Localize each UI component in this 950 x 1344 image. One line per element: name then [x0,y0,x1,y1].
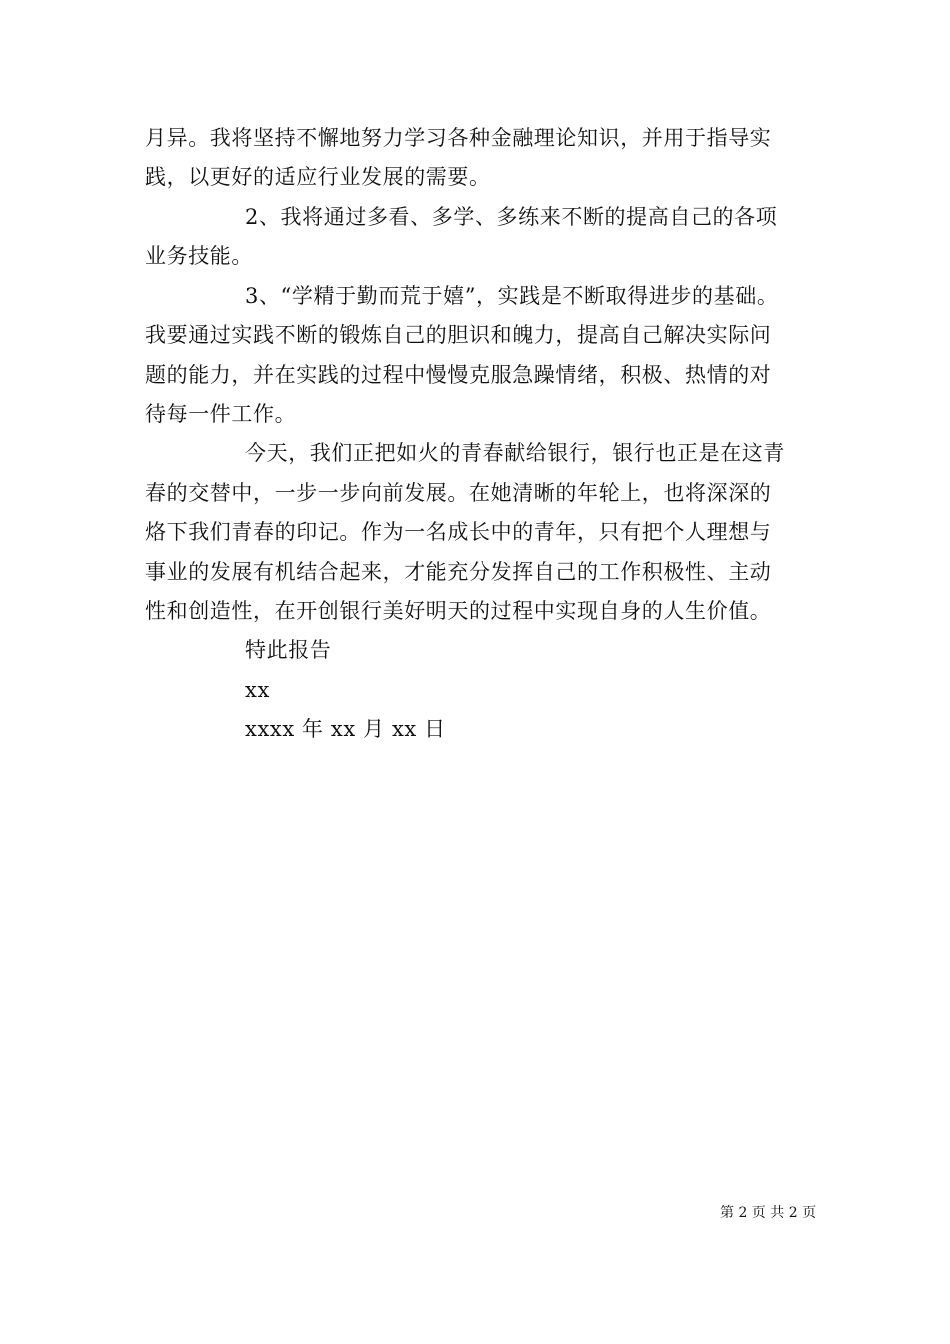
paragraph-line-10: 春的交替中，一步一步向前发展。在她清晰的年轮上，也将深深的 [145,481,772,505]
paragraph-line-12: 事业的发展有机结合起来，才能充分发挥自己的工作积极性、主动 [145,560,772,584]
paragraph-line-9: 今天，我们正把如火的青春献给银行，银行也正是在这青 [245,441,785,465]
paragraph-line-13: 性和创造性，在开创银行美好明天的过程中实现自身的人生价值。 [145,599,772,623]
paragraph-line-8: 待每一件工作。 [145,402,297,426]
signature-date: xxxx 年 xx 月 xx 日 [245,717,446,741]
paragraph-line-7: 题的能力，并在实践的过程中慢慢克服急躁情绪，积极、热情的对 [145,363,772,387]
paragraph-line-2: 践，以更好的适应行业发展的需要。 [145,165,491,189]
page-footer: 第 2 页 共 2 页 [720,1205,817,1221]
paragraph-line-3: 2、我将通过多看、多学、多练来不断的提高自己的各项 [245,205,778,229]
paragraph-line-6: 我要通过实践不断的锻炼自己的胆识和魄力，提高自己解决实际问 [145,323,772,347]
closing-text: 特此报告 [245,638,332,662]
paragraph-line-1: 月异。我将坚持不懈地努力学习各种金融理论知识，并用于指导实 [145,126,772,150]
paragraph-line-11: 烙下我们青春的印记。作为一名成长中的青年，只有把个人理想与 [145,520,772,544]
signature-name: xx [245,678,270,702]
paragraph-line-4: 业务技能。 [145,244,253,268]
paragraph-line-5: 3、“学精于勤而荒于嬉”，实践是不断取得进步的基础。 [245,284,779,308]
